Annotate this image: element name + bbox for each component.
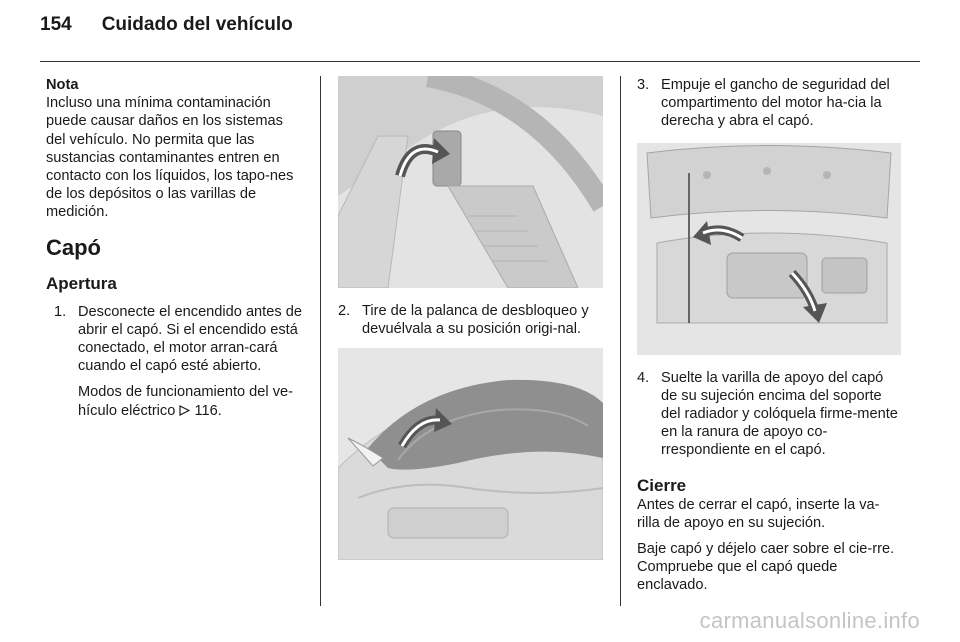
step-4-text: Suelte la varilla de apoyo del capó de su sujeción encima del soporte del radiador y colóquela firme-mente en la ranura de apoyo co-rrespondiente en el capó.: [661, 369, 898, 459]
step-3: [637, 76, 901, 131]
section-title: Cuidado del vehículo: [101, 14, 293, 35]
column-3: [637, 76, 901, 595]
step-2-text: Tire de la palanca de desbloqueo y devuélvala a su posición origi-nal.: [362, 303, 589, 338]
watermark: carmanualsonline.info: [699, 608, 920, 633]
figure-hood-latch: [338, 348, 603, 560]
column-1: [46, 76, 304, 420]
header-rule: [40, 61, 920, 62]
heading-capo: Capó: [46, 234, 101, 260]
column-divider-1: [320, 76, 321, 606]
step-3-text: Empuje el gancho de seguridad del compartimento del motor ha-cia la derecha y abra el capó.: [661, 77, 890, 130]
note-text: Incluso una mínima contaminación puede causar daños en los sistemas del vehículo. No permita que las sustancias contaminantes entren en contacto con los líquidos, los tapo-nes de los depósitos o las varillas de medición.: [46, 95, 294, 221]
step-1-text: Desconecte el encendido antes de abrir el capó. Si el encendido está conectado, el motor arran-cará cuando el capó esté abierto.: [78, 303, 302, 375]
column-divider-2: [620, 76, 621, 606]
page-reference-icon: [179, 403, 190, 419]
closing-paragraph-2: Baje capó y déjelo caer sobre el cie-rre. Compruebe que el capó quede enclavado.: [637, 541, 895, 594]
figure-open-hood: [637, 143, 901, 355]
step-2-number: 2.: [338, 303, 351, 319]
page-header: [40, 14, 293, 44]
figure-release-lever: [338, 76, 603, 288]
subheading-apertura: Apertura: [46, 273, 117, 293]
column-2: [338, 76, 603, 560]
step-1-sub-text: Modos de funcionamiento del ve-hículo eléctrico: [78, 384, 293, 419]
closing-paragraph-1: Antes de cerrar el capó, inserte la va-rilla de apoyo en su sujeción.: [637, 496, 880, 531]
step-1-number: 1.: [54, 303, 67, 320]
page-number: 154: [40, 14, 72, 35]
note-title: Nota: [46, 77, 79, 93]
step-2: [338, 302, 603, 338]
heading-cierre: Cierre: [637, 475, 687, 495]
step-4: [637, 369, 901, 460]
page-reference-number: 116.: [194, 402, 222, 419]
step-1-sub: [78, 383, 304, 419]
step-1: [54, 303, 304, 376]
step-4-number: 4.: [637, 369, 650, 386]
step-3-number: 3.: [637, 77, 650, 93]
